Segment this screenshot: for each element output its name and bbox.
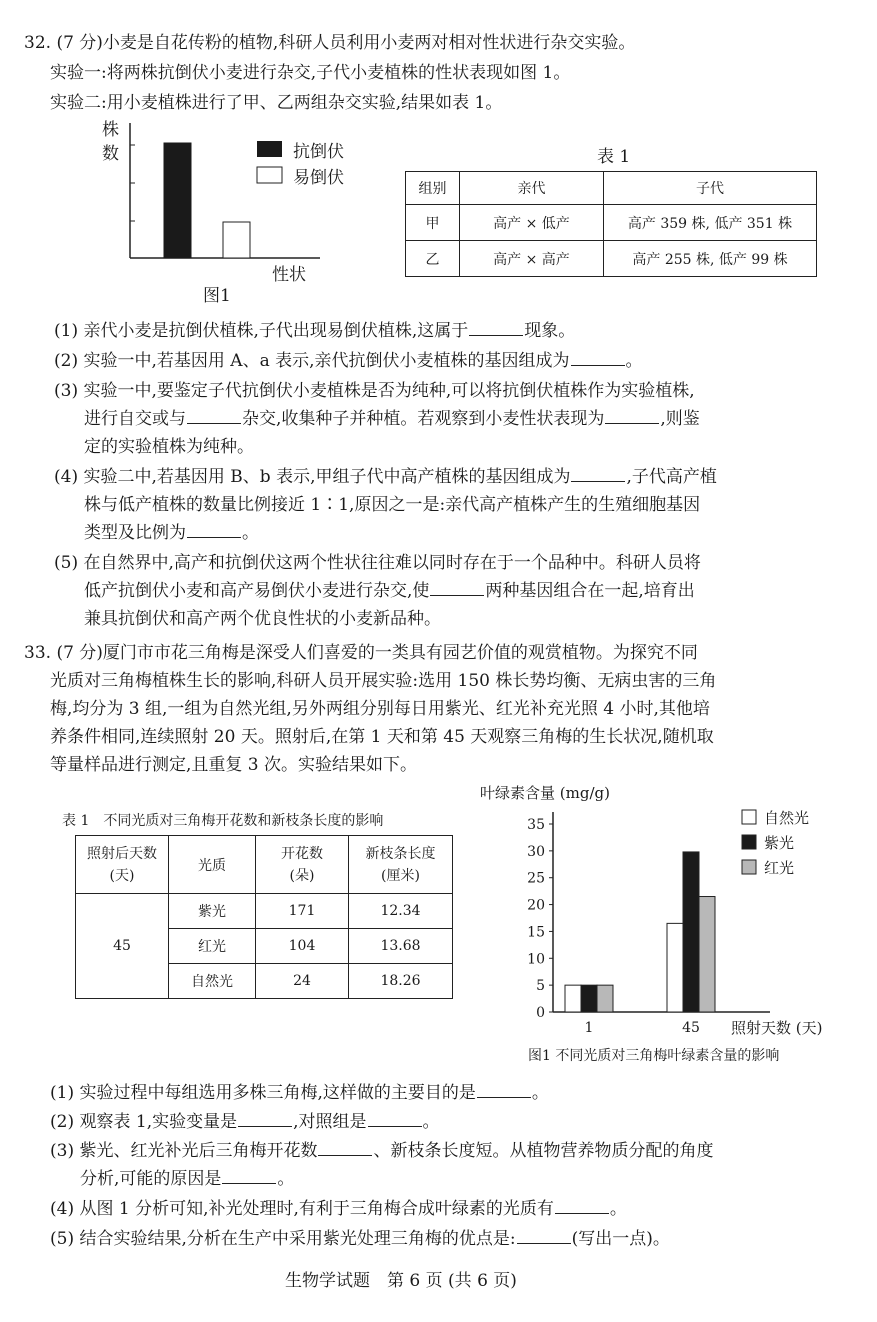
q32-table [405,171,817,277]
answer-blank[interactable] [605,407,659,424]
table-cell: 高产 × 低产 [460,205,604,241]
q32-sub-4-line-1: (4) 实验二中,若基因用 B、b 表示,甲组子代中高产植株的基因组成为 ,子代高产植 [54,467,717,487]
answer-blank[interactable] [187,407,241,424]
table-cell: 13.68 [349,929,453,964]
q32-sub-3-line-1: (3) 实验一中,要鉴定子代抗倒伏小麦植株是否为纯种,可以将抗倒伏植株作为实验植株, [54,381,695,401]
chart-y-tick-label: 5 [536,978,545,995]
q32-table-header: 亲代 [460,172,604,205]
table-cell: 104 [256,929,349,964]
chart-legend-swatch [742,810,756,824]
chart-legend-swatch [742,860,756,874]
table-header-light: 光质 [169,836,256,894]
fig1-ylabel: 株数 [102,120,119,164]
table-row [406,241,817,277]
chart-legend-swatch [742,835,756,849]
fig1-bar-susceptible [223,222,250,258]
q32-sub-5-line-1: (5) 在自然界中,高产和抗倒伏这两个性状往往难以同时存在于一个品种中。科研人员将 [54,553,701,573]
table-cell: 12.34 [349,894,453,929]
q32-sub-4-line-3: 类型及比例为 。 [84,523,259,543]
table-cell: 自然光 [169,964,256,999]
answer-blank[interactable] [222,1167,276,1184]
table-cell: 乙 [406,241,460,277]
chart-bar [699,897,715,1012]
chart-y-tick-label: 25 [527,870,545,887]
q32-sub-5-line-3: 兼具抗倒伏和高产两个优良性状的小麦新品种。 [84,609,441,629]
table-row [76,894,453,929]
answer-blank[interactable] [517,1227,571,1244]
answer-blank[interactable] [187,521,241,538]
q33-table-title: 表 1 不同光质对三角梅开花数和新枝条长度的影响 [62,813,384,829]
chart-bar [565,985,581,1012]
chart-legend-label: 红光 [764,859,795,877]
q32-sub-2: (2) 实验一中,若基因用 A、a 表示,亲代抗倒伏小麦植株的基因组成为 。 [54,351,643,371]
answer-blank[interactable] [238,1110,292,1127]
chart-bar [683,852,699,1012]
q32-sub-4-line-2: 株与低产植株的数量比例接近 1∶1,原因之一是:亲代高产植株产生的生殖细胞基因 [84,495,701,515]
table-cell: 高产 255 株, 低产 99 株 [604,241,817,277]
chart-bar [667,923,683,1012]
answer-blank[interactable] [368,1110,422,1127]
q32-table-title: 表 1 [597,147,631,167]
table-cell: 甲 [406,205,460,241]
chart-y-tick-label: 10 [527,951,545,968]
q33-sub-1: (1) 实验过程中每组选用多株三角梅,这样做的主要目的是 。 [50,1083,549,1103]
table-cell: 高产 × 高产 [460,241,604,277]
table-header-flowers: 开花数 (朵) [256,836,349,894]
chart-legend-label: 紫光 [764,834,795,852]
answer-blank[interactable] [477,1081,531,1098]
chart-y-tick-label: 20 [527,897,545,914]
table-cell: 24 [256,964,349,999]
fig1-legend-label-susceptible: 易倒伏 [293,168,344,188]
chart-x-tick-label: 45 [682,1020,700,1036]
q32-table-header: 子代 [604,172,817,205]
answer-blank[interactable] [571,465,625,482]
table-cell: 高产 359 株, 低产 351 株 [604,205,817,241]
q33-sub-4: (4) 从图 1 分析可知,补光处理时,有利于三角梅合成叶绿素的光质有 。 [50,1199,627,1219]
q32-sub-5-line-2: 低产抗倒伏小麦和高产易倒伏小麦进行杂交,使 两种基因组合在一起,培育出 [84,581,695,601]
chart-bar [597,985,613,1012]
q33-table [75,835,453,999]
answer-blank[interactable] [555,1197,609,1214]
fig1-legend-label-resistant: 抗倒伏 [293,142,344,162]
table-cell: 18.26 [349,964,453,999]
chart-caption: 图1 不同光质对三角梅叶绿素含量的影响 [528,1048,780,1064]
fig1-xlabel: 性状 [272,265,306,285]
q32-sub-1: (1) 亲代小麦是抗倒伏植株,子代出现易倒伏植株,这属于 现象。 [54,321,576,341]
fig1-bar-resistant [164,143,191,258]
table-header-branch: 新枝条长度 (厘米) [349,836,453,894]
fig1-legend-swatch-susceptible [257,167,282,183]
chart-x-tick-label: 1 [584,1020,594,1036]
q32-sub-3-line-3: 定的实验植株为纯种。 [84,437,254,457]
chart-bar [581,985,597,1012]
answer-blank[interactable] [469,319,523,336]
q33-intro-line-2: 光质对三角梅植株生长的影响,科研人员开展实验:选用 150 株长势均衡、无病虫害的三角 [50,671,717,691]
fig1-legend-swatch-resistant [257,141,282,157]
chart-legend-label: 自然光 [764,809,810,827]
table-cell-day: 45 [76,894,169,999]
table-cell: 171 [256,894,349,929]
q32-sub-3-line-2: 进行自交或与 杂交,收集种子并种植。若观察到小麦性状表现为 ,则鉴 [84,409,700,429]
answer-blank[interactable] [571,349,625,366]
q33-sub-3-line-2: 分析,可能的原因是 。 [80,1169,295,1189]
q33-sub-3-line-1: (3) 紫光、红光补光后三角梅开花数 、新枝条长度短。从植物营养物质分配的角度 [50,1141,714,1161]
chlorophyll-bar-chart [480,778,865,1070]
page-footer: 生物学试题 第 6 页 (共 6 页) [285,1271,517,1291]
q33-intro-line-1: 33. (7 分)厦门市市花三角梅是深受人们喜爱的一类具有园艺价值的观赏植物。为探究不同 [24,643,698,663]
chart-xlabel: 照射天数 (天) [731,1019,823,1037]
answer-blank[interactable] [318,1139,372,1156]
q33-intro-line-4: 养条件相同,连续照射 20 天。照射后,在第 1 天和第 45 天观察三角梅的生长状况,随机取 [50,727,714,747]
q32-experiment-1: 实验一:将两株抗倒伏小麦进行杂交,子代小麦植株的性状表现如图 1。 [50,63,571,83]
q32-heading: 32. (7 分)小麦是自花传粉的植物,科研人员利用小麦两对相对性状进行杂交实验。 [24,33,636,53]
chart-ylabel: 叶绿素含量 (mg/g) [480,784,610,802]
chart-y-tick-label: 35 [527,817,545,833]
chart-y-tick-label: 0 [536,1005,545,1021]
answer-blank[interactable] [430,579,484,596]
q32-experiment-2: 实验二:用小麦植株进行了甲、乙两组杂交实验,结果如表 1。 [50,93,503,113]
q33-sub-5: (5) 结合实验结果,分析在生产中采用紫光处理三角梅的优点是: (写出一点)。 [50,1229,670,1249]
q33-sub-2: (2) 观察表 1,实验变量是 ,对照组是 。 [50,1112,440,1132]
table-row [406,205,817,241]
table-cell: 紫光 [169,894,256,929]
table-header-days: 照射后天数 (天) [76,836,169,894]
fig1-caption: 图1 [203,286,231,306]
q33-intro-line-5: 等量样品进行测定,且重复 3 次。实验结果如下。 [50,755,418,775]
table-cell: 红光 [169,929,256,964]
chart-y-tick-label: 15 [527,924,545,941]
chart-y-tick-label: 30 [527,843,545,860]
q32-table-header: 组别 [406,172,460,205]
q33-intro-line-3: 梅,均分为 3 组,一组为自然光组,另外两组分别每日用紫光、红光补充光照 4 小时,其他培 [50,699,710,719]
